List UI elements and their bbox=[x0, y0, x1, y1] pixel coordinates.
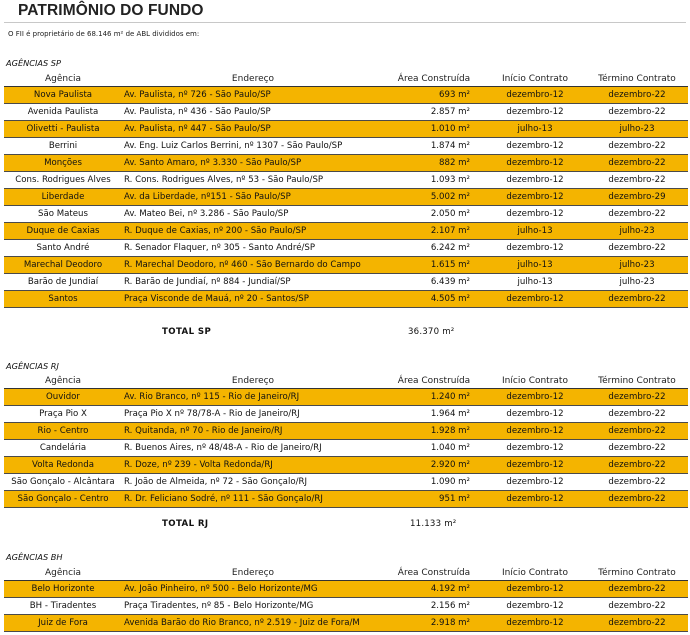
cell-termino: julho-23 bbox=[586, 223, 688, 240]
cell-area: 1.874 m² bbox=[384, 138, 484, 155]
section-label-sp: AGÊNCIAS SP bbox=[6, 58, 61, 68]
cell-agencia: Monções bbox=[4, 155, 122, 172]
cell-area: 4.192 m² bbox=[384, 581, 484, 598]
cell-endereco: Av. Paulista, nº 726 - São Paulo/SP bbox=[122, 87, 384, 104]
cell-area: 1.240 m² bbox=[384, 389, 484, 406]
cell-area: 2.857 m² bbox=[384, 104, 484, 121]
cell-endereco: Av. João Pinheiro, nº 500 - Belo Horizonte/MG bbox=[122, 581, 384, 598]
header-agencia: Agência bbox=[4, 72, 122, 87]
table-header-row bbox=[4, 72, 688, 87]
table-bh bbox=[4, 566, 688, 632]
cell-endereco: Av. Mateo Bei, nº 3.286 - São Paulo/SP bbox=[122, 206, 384, 223]
table-row bbox=[4, 104, 688, 121]
cell-endereco: R. Marechal Deodoro, nº 460 - São Bernardo do Campo bbox=[122, 257, 384, 274]
cell-endereco: R. Dr. Feliciano Sodré, nº 111 - São Gonçalo/RJ bbox=[122, 491, 384, 508]
cell-area: 5.002 m² bbox=[384, 189, 484, 206]
cell-inicio: dezembro-12 bbox=[484, 291, 586, 308]
cell-endereco: Praça Visconde de Mauá, nº 20 - Santos/SP bbox=[122, 291, 384, 308]
table-row bbox=[4, 406, 688, 423]
cell-inicio: dezembro-12 bbox=[484, 491, 586, 508]
cell-termino: dezembro-22 bbox=[586, 240, 688, 257]
cell-termino: dezembro-22 bbox=[586, 389, 688, 406]
cell-agencia: Cons. Rodrigues Alves bbox=[4, 172, 122, 189]
cell-agencia: BH - Tiradentes bbox=[4, 598, 122, 615]
section-label-bh: AGÊNCIAS BH bbox=[6, 552, 63, 562]
cell-area: 2.920 m² bbox=[384, 457, 484, 474]
cell-inicio: dezembro-12 bbox=[484, 440, 586, 457]
cell-inicio: julho-13 bbox=[484, 274, 586, 291]
cell-endereco: Praça Pio X nº 78/78-A - Rio de Janeiro/RJ bbox=[122, 406, 384, 423]
header-area: Área Construída bbox=[384, 72, 484, 87]
cell-area: 4.505 m² bbox=[384, 291, 484, 308]
table-row bbox=[4, 291, 688, 308]
cell-endereco: Av. Paulista, nº 436 - São Paulo/SP bbox=[122, 104, 384, 121]
header-inicio: Início Contrato bbox=[484, 72, 586, 87]
cell-agencia: Belo Horizonte bbox=[4, 581, 122, 598]
cell-agencia: Barão de Jundiaí bbox=[4, 274, 122, 291]
cell-agencia: Rio - Centro bbox=[4, 423, 122, 440]
table-row bbox=[4, 440, 688, 457]
intro-text: O FII é proprietário de 68.146 m² de ABL divididos em: bbox=[8, 30, 200, 38]
cell-endereco: Av. Santo Amaro, nº 3.330 - São Paulo/SP bbox=[122, 155, 384, 172]
table-row bbox=[4, 423, 688, 440]
cell-termino: dezembro-22 bbox=[586, 440, 688, 457]
header-termino: Término Contrato bbox=[586, 374, 688, 389]
cell-endereco: R. Doze, nº 239 - Volta Redonda/RJ bbox=[122, 457, 384, 474]
header-endereco: Endereço bbox=[122, 72, 384, 87]
cell-inicio: dezembro-12 bbox=[484, 104, 586, 121]
cell-termino: dezembro-22 bbox=[586, 155, 688, 172]
table-row bbox=[4, 598, 688, 615]
title-divider bbox=[4, 22, 686, 23]
header-inicio: Início Contrato bbox=[484, 374, 586, 389]
cell-endereco: R. Buenos Aires, nº 48/48-A - Rio de Janeiro/RJ bbox=[122, 440, 384, 457]
cell-agencia: Olivetti - Paulista bbox=[4, 121, 122, 138]
cell-termino: dezembro-22 bbox=[586, 598, 688, 615]
cell-agencia: São Gonçalo - Centro bbox=[4, 491, 122, 508]
cell-termino: dezembro-22 bbox=[586, 474, 688, 491]
cell-termino: julho-23 bbox=[586, 257, 688, 274]
cell-agencia: Berrini bbox=[4, 138, 122, 155]
cell-termino: dezembro-22 bbox=[586, 491, 688, 508]
header-termino: Término Contrato bbox=[586, 566, 688, 581]
header-inicio: Início Contrato bbox=[484, 566, 586, 581]
cell-endereco: Av. Rio Branco, nº 115 - Rio de Janeiro/RJ bbox=[122, 389, 384, 406]
cell-area: 2.918 m² bbox=[384, 615, 484, 632]
cell-inicio: dezembro-12 bbox=[484, 240, 586, 257]
table-header-row bbox=[4, 374, 688, 389]
header-agencia: Agência bbox=[4, 374, 122, 389]
cell-endereco: Praça Tiradentes, nº 85 - Belo Horizonte/MG bbox=[122, 598, 384, 615]
cell-area: 1.090 m² bbox=[384, 474, 484, 491]
cell-area: 2.050 m² bbox=[384, 206, 484, 223]
cell-area: 1.040 m² bbox=[384, 440, 484, 457]
cell-agencia: São Mateus bbox=[4, 206, 122, 223]
table-row bbox=[4, 581, 688, 598]
section-label-rj: AGÊNCIAS RJ bbox=[6, 361, 59, 371]
cell-agencia: Santos bbox=[4, 291, 122, 308]
table-row bbox=[4, 206, 688, 223]
cell-area: 693 m² bbox=[384, 87, 484, 104]
total-sp-label: TOTAL SP bbox=[162, 327, 212, 337]
header-endereco: Endereço bbox=[122, 374, 384, 389]
table-row bbox=[4, 138, 688, 155]
cell-agencia: Santo André bbox=[4, 240, 122, 257]
cell-inicio: dezembro-12 bbox=[484, 598, 586, 615]
cell-area: 1.093 m² bbox=[384, 172, 484, 189]
cell-inicio: dezembro-12 bbox=[484, 206, 586, 223]
table-row bbox=[4, 257, 688, 274]
header-agencia: Agência bbox=[4, 566, 122, 581]
table-row bbox=[4, 615, 688, 632]
cell-area: 1.010 m² bbox=[384, 121, 484, 138]
cell-endereco: Av. Paulista, nº 447 - São Paulo/SP bbox=[122, 121, 384, 138]
table-rj bbox=[4, 374, 688, 508]
cell-inicio: dezembro-12 bbox=[484, 172, 586, 189]
cell-termino: dezembro-22 bbox=[586, 206, 688, 223]
table-row bbox=[4, 457, 688, 474]
cell-agencia: Praça Pio X bbox=[4, 406, 122, 423]
cell-agencia: Volta Redonda bbox=[4, 457, 122, 474]
table-row bbox=[4, 274, 688, 291]
cell-termino: dezembro-22 bbox=[586, 87, 688, 104]
cell-endereco: R. Quitanda, nº 70 - Rio de Janeiro/RJ bbox=[122, 423, 384, 440]
total-sp-value: 36.370 m² bbox=[408, 327, 455, 337]
cell-area: 6.242 m² bbox=[384, 240, 484, 257]
cell-inicio: dezembro-12 bbox=[484, 389, 586, 406]
table-row bbox=[4, 87, 688, 104]
table-row bbox=[4, 155, 688, 172]
cell-termino: dezembro-29 bbox=[586, 189, 688, 206]
total-rj-value: 11.133 m² bbox=[410, 519, 457, 529]
cell-agencia: Ouvidor bbox=[4, 389, 122, 406]
cell-inicio: julho-13 bbox=[484, 223, 586, 240]
cell-agencia: Duque de Caxias bbox=[4, 223, 122, 240]
cell-termino: dezembro-22 bbox=[586, 172, 688, 189]
cell-agencia: São Gonçalo - Alcântara bbox=[4, 474, 122, 491]
cell-inicio: dezembro-12 bbox=[484, 189, 586, 206]
cell-inicio: dezembro-12 bbox=[484, 474, 586, 491]
cell-area: 1.615 m² bbox=[384, 257, 484, 274]
cell-inicio: dezembro-12 bbox=[484, 155, 586, 172]
table-row bbox=[4, 474, 688, 491]
table-header-row bbox=[4, 566, 688, 581]
cell-endereco: Av. da Liberdade, nº151 - São Paulo/SP bbox=[122, 189, 384, 206]
table-row bbox=[4, 189, 688, 206]
cell-inicio: dezembro-12 bbox=[484, 138, 586, 155]
cell-area: 6.439 m² bbox=[384, 274, 484, 291]
cell-agencia: Candelária bbox=[4, 440, 122, 457]
table-row bbox=[4, 389, 688, 406]
cell-agencia: Liberdade bbox=[4, 189, 122, 206]
cell-agencia: Avenida Paulista bbox=[4, 104, 122, 121]
total-rj-label: TOTAL RJ bbox=[162, 519, 209, 529]
cell-area: 2.156 m² bbox=[384, 598, 484, 615]
page-title: PATRIMÔNIO DO FUNDO bbox=[18, 2, 204, 19]
cell-agencia: Nova Paulista bbox=[4, 87, 122, 104]
table-row bbox=[4, 223, 688, 240]
header-area: Área Construída bbox=[384, 566, 484, 581]
cell-inicio: dezembro-12 bbox=[484, 423, 586, 440]
cell-area: 882 m² bbox=[384, 155, 484, 172]
cell-termino: dezembro-22 bbox=[586, 581, 688, 598]
cell-agencia: Marechal Deodoro bbox=[4, 257, 122, 274]
cell-area: 951 m² bbox=[384, 491, 484, 508]
table-row bbox=[4, 240, 688, 257]
cell-termino: dezembro-22 bbox=[586, 138, 688, 155]
cell-endereco: Avenida Barão do Rio Branco, nº 2.519 - Juiz de Fora/M bbox=[122, 615, 384, 632]
cell-inicio: dezembro-12 bbox=[484, 581, 586, 598]
table-row bbox=[4, 172, 688, 189]
cell-termino: julho-23 bbox=[586, 121, 688, 138]
cell-inicio: julho-13 bbox=[484, 121, 586, 138]
cell-termino: dezembro-22 bbox=[586, 423, 688, 440]
cell-endereco: R. Cons. Rodrigues Alves, nº 53 - São Paulo/SP bbox=[122, 172, 384, 189]
cell-inicio: dezembro-12 bbox=[484, 615, 586, 632]
cell-endereco: R. Senador Flaquer, nº 305 - Santo André/SP bbox=[122, 240, 384, 257]
cell-inicio: dezembro-12 bbox=[484, 406, 586, 423]
cell-termino: dezembro-22 bbox=[586, 406, 688, 423]
table-sp bbox=[4, 72, 688, 308]
cell-agencia: Juiz de Fora bbox=[4, 615, 122, 632]
cell-termino: dezembro-22 bbox=[586, 291, 688, 308]
cell-endereco: R. João de Almeida, nº 72 - São Gonçalo/RJ bbox=[122, 474, 384, 491]
cell-termino: dezembro-22 bbox=[586, 615, 688, 632]
header-termino: Término Contrato bbox=[586, 72, 688, 87]
cell-endereco: R. Barão de Jundiaí, nº 884 - Jundiaí/SP bbox=[122, 274, 384, 291]
table-row bbox=[4, 491, 688, 508]
cell-endereco: Av. Eng. Luiz Carlos Berrini, nº 1307 - São Paulo/SP bbox=[122, 138, 384, 155]
cell-inicio: julho-13 bbox=[484, 257, 586, 274]
header-area: Área Construída bbox=[384, 374, 484, 389]
cell-inicio: dezembro-12 bbox=[484, 87, 586, 104]
cell-area: 1.964 m² bbox=[384, 406, 484, 423]
cell-area: 1.928 m² bbox=[384, 423, 484, 440]
cell-termino: dezembro-22 bbox=[586, 104, 688, 121]
header-endereco: Endereço bbox=[122, 566, 384, 581]
cell-endereco: R. Duque de Caxias, nº 200 - São Paulo/SP bbox=[122, 223, 384, 240]
cell-inicio: dezembro-12 bbox=[484, 457, 586, 474]
cell-termino: dezembro-22 bbox=[586, 457, 688, 474]
cell-termino: julho-23 bbox=[586, 274, 688, 291]
cell-area: 2.107 m² bbox=[384, 223, 484, 240]
table-row bbox=[4, 121, 688, 138]
